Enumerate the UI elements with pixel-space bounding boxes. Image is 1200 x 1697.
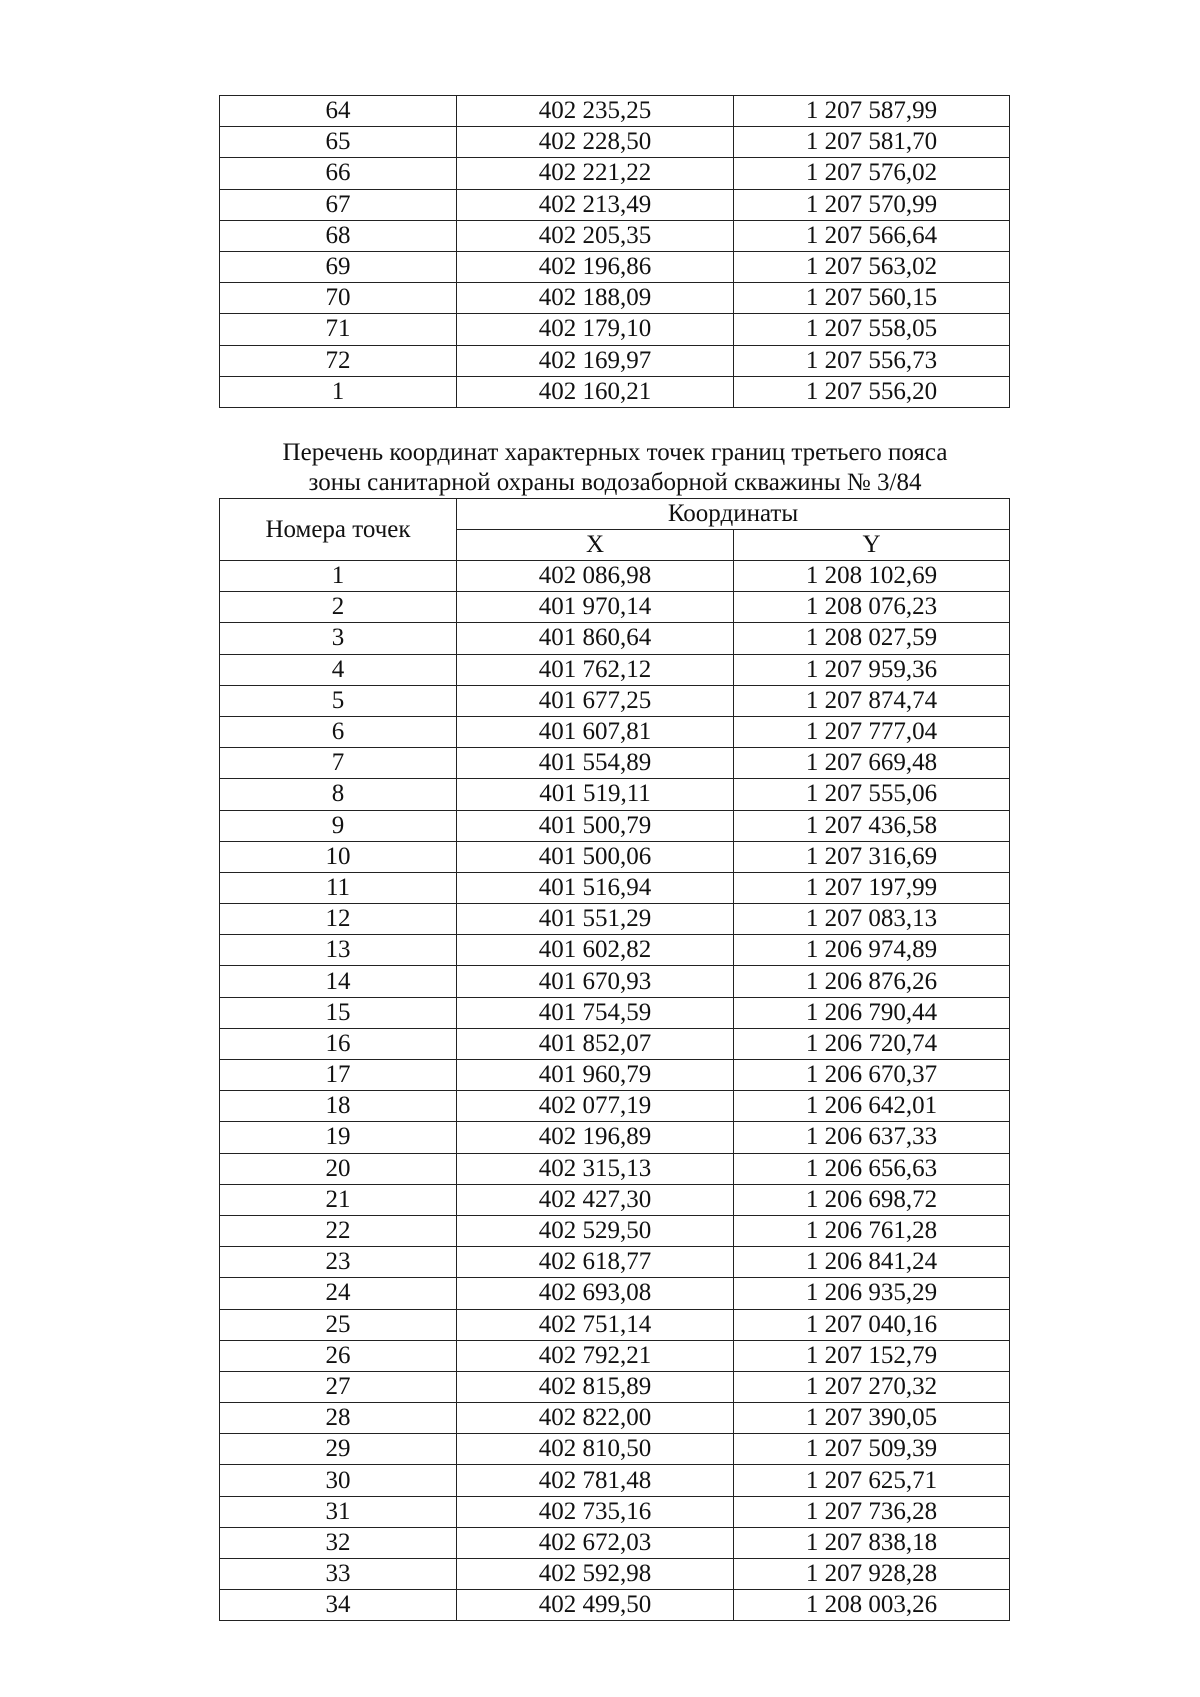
- y-coordinate-cell: 1 207 560,15: [734, 283, 1010, 314]
- x-coordinate-cell: 401 607,81: [457, 716, 734, 747]
- x-coordinate-cell: 402 810,50: [457, 1434, 734, 1465]
- y-coordinate-cell: 1 206 642,01: [734, 1091, 1010, 1122]
- x-coordinate-cell: 402 751,14: [457, 1309, 734, 1340]
- x-coordinate-cell: 401 852,07: [457, 1028, 734, 1059]
- point-number-cell: 18: [220, 1091, 457, 1122]
- header-coordinates: Координаты: [457, 499, 1010, 530]
- y-coordinate-cell: 1 207 509,39: [734, 1434, 1010, 1465]
- point-number-cell: 71: [220, 314, 457, 345]
- point-number-cell: 69: [220, 251, 457, 282]
- x-coordinate-cell: 402 196,86: [457, 251, 734, 282]
- x-coordinate-cell: 402 735,16: [457, 1496, 734, 1527]
- y-coordinate-cell: 1 208 003,26: [734, 1590, 1010, 1621]
- header-y: Y: [734, 530, 1010, 561]
- coordinates-table-continued: [219, 95, 1010, 408]
- table-row: [220, 716, 1010, 747]
- x-coordinate-cell: 402 235,25: [457, 96, 734, 127]
- coordinates-table-body: [220, 561, 1010, 1621]
- x-coordinate-cell: 402 315,13: [457, 1153, 734, 1184]
- table-row: [220, 96, 1010, 127]
- table-row: [220, 1496, 1010, 1527]
- x-coordinate-cell: 402 822,00: [457, 1403, 734, 1434]
- point-number-cell: 3: [220, 623, 457, 654]
- x-coordinate-cell: 402 077,19: [457, 1091, 734, 1122]
- x-coordinate-cell: 402 160,21: [457, 376, 734, 407]
- x-coordinate-cell: 402 086,98: [457, 561, 734, 592]
- table-row: [220, 1559, 1010, 1590]
- y-coordinate-cell: 1 207 040,16: [734, 1309, 1010, 1340]
- point-number-cell: 2: [220, 592, 457, 623]
- x-coordinate-cell: 402 427,30: [457, 1184, 734, 1215]
- table-row: [220, 841, 1010, 872]
- table-row: [220, 997, 1010, 1028]
- y-coordinate-cell: 1 207 576,02: [734, 158, 1010, 189]
- y-coordinate-cell: 1 207 959,36: [734, 654, 1010, 685]
- x-coordinate-cell: 401 754,59: [457, 997, 734, 1028]
- y-coordinate-cell: 1 207 563,02: [734, 251, 1010, 282]
- table-row: [220, 623, 1010, 654]
- point-number-cell: 65: [220, 127, 457, 158]
- y-coordinate-cell: 1 207 581,70: [734, 127, 1010, 158]
- point-number-cell: 13: [220, 935, 457, 966]
- coordinates-table: [219, 498, 1010, 1621]
- point-number-cell: 28: [220, 1403, 457, 1434]
- point-number-cell: 19: [220, 1122, 457, 1153]
- x-coordinate-cell: 402 169,97: [457, 345, 734, 376]
- y-coordinate-cell: 1 207 555,06: [734, 779, 1010, 810]
- point-number-cell: 11: [220, 872, 457, 903]
- x-coordinate-cell: 401 500,06: [457, 841, 734, 872]
- point-number-cell: 24: [220, 1278, 457, 1309]
- point-number-cell: 20: [220, 1153, 457, 1184]
- table-row: [220, 1590, 1010, 1621]
- y-coordinate-cell: 1 207 316,69: [734, 841, 1010, 872]
- y-coordinate-cell: 1 206 698,72: [734, 1184, 1010, 1215]
- x-coordinate-cell: 402 792,21: [457, 1340, 734, 1371]
- x-coordinate-cell: 401 602,82: [457, 935, 734, 966]
- table-row: [220, 1309, 1010, 1340]
- point-number-cell: 21: [220, 1184, 457, 1215]
- coordinates-table-continued-body: [220, 96, 1010, 408]
- y-coordinate-cell: 1 207 570,99: [734, 189, 1010, 220]
- y-coordinate-cell: 1 207 197,99: [734, 872, 1010, 903]
- y-coordinate-cell: 1 207 390,05: [734, 1403, 1010, 1434]
- table-row: [220, 1153, 1010, 1184]
- point-number-cell: 31: [220, 1496, 457, 1527]
- table-row: [220, 1184, 1010, 1215]
- table-row: [220, 1465, 1010, 1496]
- table-row: [220, 251, 1010, 282]
- table-row: [220, 1403, 1010, 1434]
- x-coordinate-cell: 402 196,89: [457, 1122, 734, 1153]
- table-row: [220, 376, 1010, 407]
- header-x: X: [457, 530, 734, 561]
- x-coordinate-cell: 402 188,09: [457, 283, 734, 314]
- y-coordinate-cell: 1 207 436,58: [734, 810, 1010, 841]
- table-row: [220, 966, 1010, 997]
- table-row: [220, 1340, 1010, 1371]
- point-number-cell: 1: [220, 376, 457, 407]
- x-coordinate-cell: 401 554,89: [457, 748, 734, 779]
- point-number-cell: 30: [220, 1465, 457, 1496]
- table-row: [220, 1371, 1010, 1402]
- y-coordinate-cell: 1 206 637,33: [734, 1122, 1010, 1153]
- y-coordinate-cell: 1 206 761,28: [734, 1215, 1010, 1246]
- point-number-cell: 66: [220, 158, 457, 189]
- table-row: [220, 872, 1010, 903]
- point-number-cell: 33: [220, 1559, 457, 1590]
- coordinates-table-header: [220, 499, 1010, 561]
- table-row: [220, 685, 1010, 716]
- table-row: [220, 220, 1010, 251]
- y-coordinate-cell: 1 207 777,04: [734, 716, 1010, 747]
- point-number-cell: 17: [220, 1060, 457, 1091]
- x-coordinate-cell: 401 670,93: [457, 966, 734, 997]
- x-coordinate-cell: 402 781,48: [457, 1465, 734, 1496]
- x-coordinate-cell: 401 860,64: [457, 623, 734, 654]
- point-number-cell: 67: [220, 189, 457, 220]
- point-number-cell: 26: [220, 1340, 457, 1371]
- point-number-cell: 22: [220, 1215, 457, 1246]
- y-coordinate-cell: 1 207 556,20: [734, 376, 1010, 407]
- x-coordinate-cell: 401 970,14: [457, 592, 734, 623]
- point-number-cell: 5: [220, 685, 457, 716]
- x-coordinate-cell: 402 672,03: [457, 1527, 734, 1558]
- table-row: [220, 1091, 1010, 1122]
- y-coordinate-cell: 1 207 928,28: [734, 1559, 1010, 1590]
- y-coordinate-cell: 1 207 838,18: [734, 1527, 1010, 1558]
- table-row: [220, 189, 1010, 220]
- y-coordinate-cell: 1 207 556,73: [734, 345, 1010, 376]
- header-point-numbers: Номера точек: [220, 499, 457, 561]
- y-coordinate-cell: 1 208 027,59: [734, 623, 1010, 654]
- x-coordinate-cell: 401 519,11: [457, 779, 734, 810]
- x-coordinate-cell: 402 221,22: [457, 158, 734, 189]
- x-coordinate-cell: 402 213,49: [457, 189, 734, 220]
- y-coordinate-cell: 1 206 974,89: [734, 935, 1010, 966]
- y-coordinate-cell: 1 207 152,79: [734, 1340, 1010, 1371]
- table-row: [220, 904, 1010, 935]
- y-coordinate-cell: 1 206 656,63: [734, 1153, 1010, 1184]
- point-number-cell: 64: [220, 96, 457, 127]
- x-coordinate-cell: 401 516,94: [457, 872, 734, 903]
- point-number-cell: 25: [220, 1309, 457, 1340]
- table-row: [220, 314, 1010, 345]
- y-coordinate-cell: 1 207 083,13: [734, 904, 1010, 935]
- point-number-cell: 16: [220, 1028, 457, 1059]
- y-coordinate-cell: 1 208 102,69: [734, 561, 1010, 592]
- table-caption: [150, 438, 1080, 498]
- y-coordinate-cell: 1 207 736,28: [734, 1496, 1010, 1527]
- table-row: [220, 127, 1010, 158]
- table-row: [220, 345, 1010, 376]
- point-number-cell: 68: [220, 220, 457, 251]
- table-row: [220, 561, 1010, 592]
- table-row: [220, 283, 1010, 314]
- x-coordinate-cell: 401 500,79: [457, 810, 734, 841]
- point-number-cell: 70: [220, 283, 457, 314]
- table-row: [220, 779, 1010, 810]
- table-row: [220, 748, 1010, 779]
- table-row: [220, 810, 1010, 841]
- y-coordinate-cell: 1 207 874,74: [734, 685, 1010, 716]
- point-number-cell: 32: [220, 1527, 457, 1558]
- x-coordinate-cell: 401 551,29: [457, 904, 734, 935]
- y-coordinate-cell: 1 207 566,64: [734, 220, 1010, 251]
- point-number-cell: 4: [220, 654, 457, 685]
- point-number-cell: 72: [220, 345, 457, 376]
- x-coordinate-cell: 401 762,12: [457, 654, 734, 685]
- y-coordinate-cell: 1 207 270,32: [734, 1371, 1010, 1402]
- point-number-cell: 9: [220, 810, 457, 841]
- y-coordinate-cell: 1 206 876,26: [734, 966, 1010, 997]
- point-number-cell: 10: [220, 841, 457, 872]
- y-coordinate-cell: 1 206 670,37: [734, 1060, 1010, 1091]
- x-coordinate-cell: 401 677,25: [457, 685, 734, 716]
- x-coordinate-cell: 402 228,50: [457, 127, 734, 158]
- point-number-cell: 1: [220, 561, 457, 592]
- table-row: [220, 158, 1010, 189]
- point-number-cell: 27: [220, 1371, 457, 1402]
- y-coordinate-cell: 1 206 790,44: [734, 997, 1010, 1028]
- x-coordinate-cell: 401 960,79: [457, 1060, 734, 1091]
- y-coordinate-cell: 1 207 625,71: [734, 1465, 1010, 1496]
- table-row: [220, 1122, 1010, 1153]
- table-row: [220, 1278, 1010, 1309]
- point-number-cell: 8: [220, 779, 457, 810]
- table-row: [220, 1247, 1010, 1278]
- point-number-cell: 15: [220, 997, 457, 1028]
- y-coordinate-cell: 1 206 841,24: [734, 1247, 1010, 1278]
- table-row: [220, 935, 1010, 966]
- point-number-cell: 29: [220, 1434, 457, 1465]
- x-coordinate-cell: 402 693,08: [457, 1278, 734, 1309]
- y-coordinate-cell: 1 208 076,23: [734, 592, 1010, 623]
- point-number-cell: 6: [220, 716, 457, 747]
- x-coordinate-cell: 402 529,50: [457, 1215, 734, 1246]
- x-coordinate-cell: 402 592,98: [457, 1559, 734, 1590]
- x-coordinate-cell: 402 815,89: [457, 1371, 734, 1402]
- point-number-cell: 7: [220, 748, 457, 779]
- table-row: [220, 1028, 1010, 1059]
- table-row: [220, 592, 1010, 623]
- table-row: [220, 1215, 1010, 1246]
- x-coordinate-cell: 402 499,50: [457, 1590, 734, 1621]
- x-coordinate-cell: 402 205,35: [457, 220, 734, 251]
- table-row: [220, 1434, 1010, 1465]
- table-row: [220, 1527, 1010, 1558]
- point-number-cell: 12: [220, 904, 457, 935]
- y-coordinate-cell: 1 207 558,05: [734, 314, 1010, 345]
- y-coordinate-cell: 1 207 669,48: [734, 748, 1010, 779]
- table-row: [220, 1060, 1010, 1091]
- x-coordinate-cell: 402 618,77: [457, 1247, 734, 1278]
- table-caption-line-1: Перечень координат характерных точек границ третьего пояса: [282, 439, 948, 466]
- table-row: [220, 654, 1010, 685]
- table-caption-line-2: зоны санитарной охраны водозаборной скважины № 3/84: [308, 469, 922, 496]
- y-coordinate-cell: 1 207 587,99: [734, 96, 1010, 127]
- x-coordinate-cell: 402 179,10: [457, 314, 734, 345]
- point-number-cell: 34: [220, 1590, 457, 1621]
- point-number-cell: 14: [220, 966, 457, 997]
- point-number-cell: 23: [220, 1247, 457, 1278]
- y-coordinate-cell: 1 206 720,74: [734, 1028, 1010, 1059]
- y-coordinate-cell: 1 206 935,29: [734, 1278, 1010, 1309]
